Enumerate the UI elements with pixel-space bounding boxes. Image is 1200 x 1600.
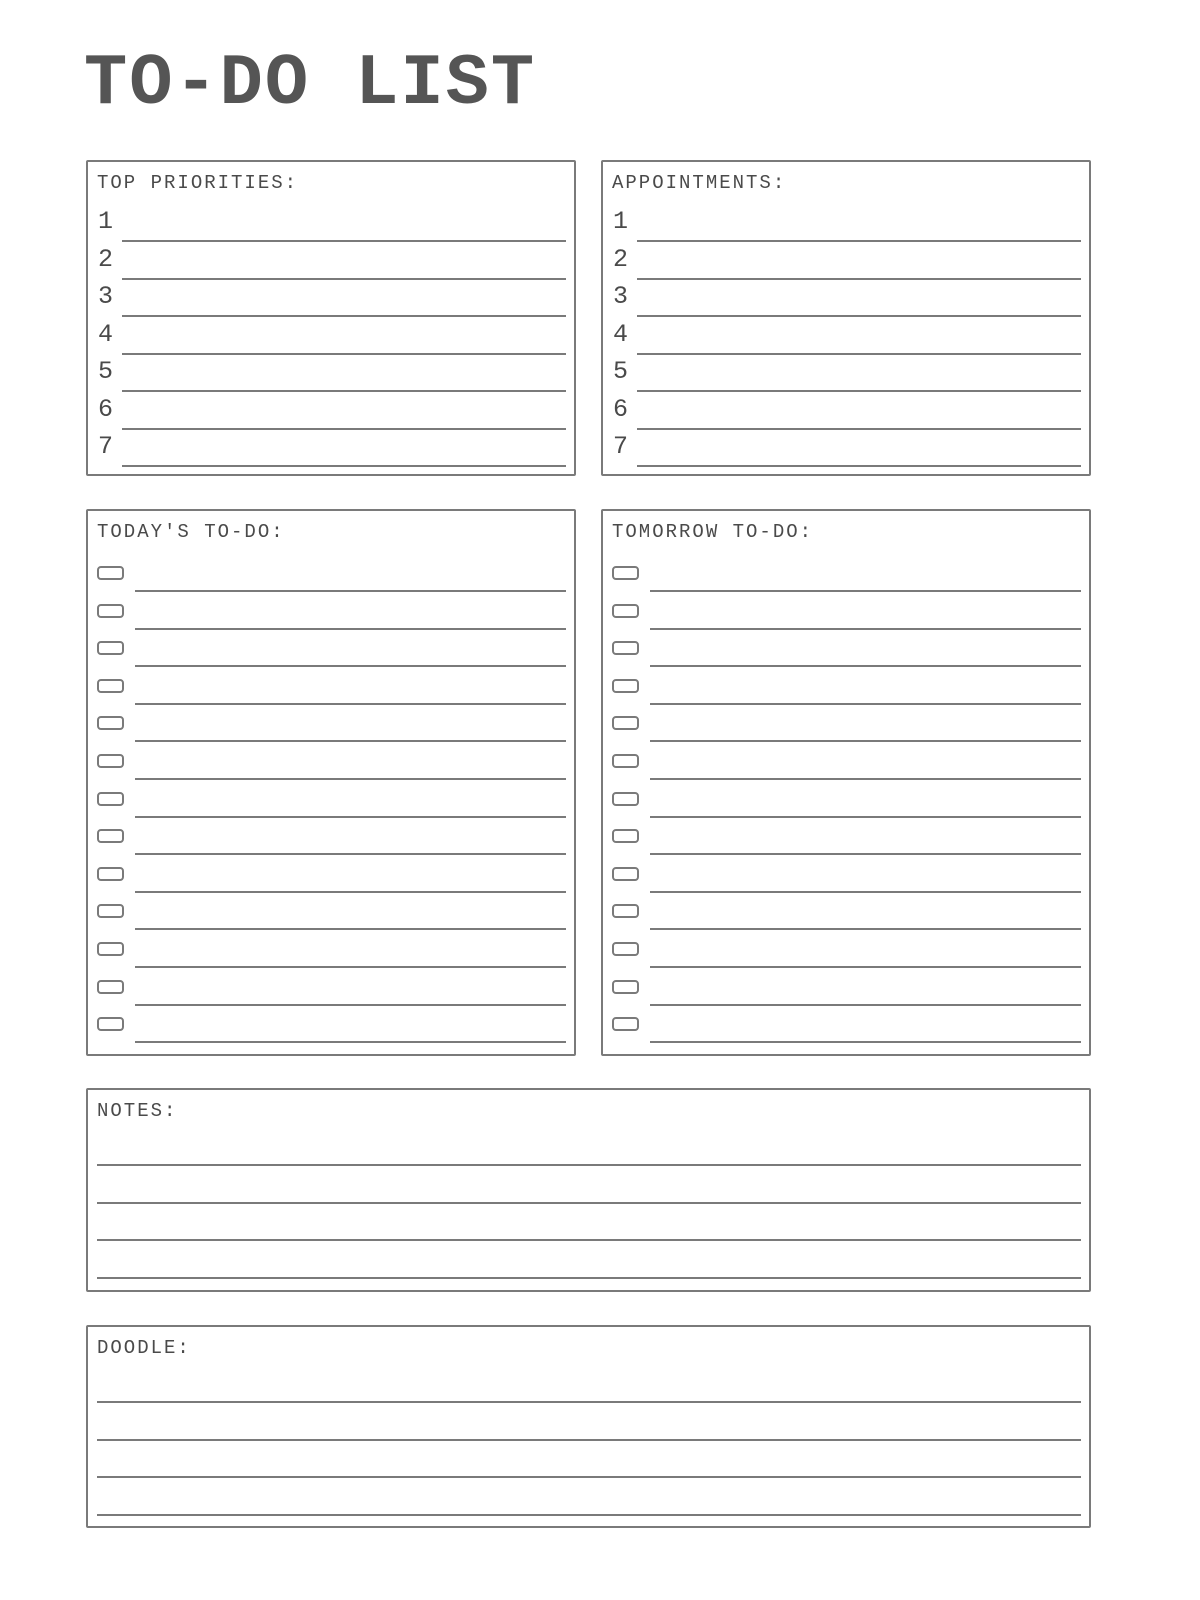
today-todo-write-line[interactable] <box>135 853 566 855</box>
todays-todo-box <box>86 509 576 1056</box>
tomorrow-todo-checkbox[interactable] <box>612 679 639 693</box>
appointments-label: APPOINTMENTS: <box>612 172 787 194</box>
tomorrow-todo-row <box>603 747 1089 785</box>
today-todo-checkbox[interactable] <box>97 566 124 580</box>
tomorrow-todo-write-line[interactable] <box>650 703 1081 705</box>
today-todo-write-line[interactable] <box>135 590 566 592</box>
tomorrow-todo-write-line[interactable] <box>650 1004 1081 1006</box>
appointment-row <box>603 245 1089 283</box>
appointment-number: 7 <box>613 432 629 461</box>
priority-write-line[interactable] <box>122 240 566 242</box>
tomorrow-todo-row <box>603 822 1089 860</box>
appointment-number: 6 <box>613 394 629 424</box>
tomorrow-todo-checkbox[interactable] <box>612 604 639 618</box>
today-todo-row <box>88 597 574 635</box>
tomorrow-todo-checkbox[interactable] <box>612 716 639 730</box>
today-todo-write-line[interactable] <box>135 891 566 893</box>
appointment-write-line[interactable] <box>637 465 1081 467</box>
today-todo-checkbox[interactable] <box>97 829 124 843</box>
doodle-write-line[interactable] <box>97 1514 1081 1516</box>
tomorrow-todo-write-line[interactable] <box>650 928 1081 930</box>
today-todo-row <box>88 973 574 1011</box>
appointment-write-line[interactable] <box>637 390 1081 392</box>
tomorrow-todo-row <box>603 559 1089 597</box>
notes-write-line[interactable] <box>97 1277 1081 1279</box>
today-todo-checkbox[interactable] <box>97 867 124 881</box>
priority-number: 1 <box>98 207 114 236</box>
today-todo-row <box>88 897 574 935</box>
today-todo-row <box>88 822 574 860</box>
tomorrow-todo-row <box>603 785 1089 823</box>
doodle-label: DOODLE: <box>97 1337 191 1359</box>
notes-write-line[interactable] <box>97 1239 1081 1241</box>
tomorrow-todo-checkbox[interactable] <box>612 792 639 806</box>
notes-label: NOTES: <box>97 1100 178 1122</box>
tomorrow-todo-write-line[interactable] <box>650 740 1081 742</box>
tomorrow-todo-write-line[interactable] <box>650 853 1081 855</box>
priority-number: 2 <box>98 244 114 274</box>
priority-row <box>88 357 574 395</box>
priority-row <box>88 245 574 283</box>
priority-write-line[interactable] <box>122 465 566 467</box>
today-todo-checkbox[interactable] <box>97 716 124 730</box>
tomorrow-todo-box <box>601 509 1091 1056</box>
today-todo-checkbox[interactable] <box>97 754 124 768</box>
notes-box <box>86 1088 1091 1292</box>
today-todo-row <box>88 1010 574 1048</box>
priority-write-line[interactable] <box>122 278 566 280</box>
todays-todo-label: TODAY'S TO-DO: <box>97 521 285 543</box>
today-todo-row <box>88 747 574 785</box>
today-todo-write-line[interactable] <box>135 1041 566 1043</box>
today-todo-row <box>88 559 574 597</box>
notes-write-line[interactable] <box>97 1164 1081 1166</box>
tomorrow-todo-checkbox[interactable] <box>612 942 639 956</box>
today-todo-checkbox[interactable] <box>97 1017 124 1031</box>
tomorrow-todo-write-line[interactable] <box>650 1041 1081 1043</box>
tomorrow-todo-write-line[interactable] <box>650 816 1081 818</box>
top-priorities-label: TOP PRIORITIES: <box>97 172 299 194</box>
today-todo-row <box>88 709 574 747</box>
appointment-write-line[interactable] <box>637 278 1081 280</box>
today-todo-write-line[interactable] <box>135 778 566 780</box>
today-todo-write-line[interactable] <box>135 740 566 742</box>
today-todo-row <box>88 634 574 672</box>
tomorrow-todo-checkbox[interactable] <box>612 904 639 918</box>
today-todo-write-line[interactable] <box>135 1004 566 1006</box>
today-todo-write-line[interactable] <box>135 628 566 630</box>
priority-write-line[interactable] <box>122 390 566 392</box>
tomorrow-todo-row <box>603 897 1089 935</box>
today-todo-row <box>88 935 574 973</box>
appointment-number: 3 <box>613 282 629 311</box>
appointment-number: 4 <box>613 319 629 349</box>
tomorrow-todo-write-line[interactable] <box>650 966 1081 968</box>
priority-number: 7 <box>98 432 114 461</box>
tomorrow-todo-checkbox[interactable] <box>612 754 639 768</box>
today-todo-checkbox[interactable] <box>97 904 124 918</box>
tomorrow-todo-row <box>603 1010 1089 1048</box>
appointment-row <box>603 207 1089 245</box>
tomorrow-todo-row <box>603 597 1089 635</box>
tomorrow-todo-row <box>603 672 1089 710</box>
priority-row <box>88 395 574 433</box>
priority-row <box>88 320 574 358</box>
today-todo-checkbox[interactable] <box>97 641 124 655</box>
today-todo-write-line[interactable] <box>135 928 566 930</box>
tomorrow-todo-checkbox[interactable] <box>612 980 639 994</box>
tomorrow-todo-write-line[interactable] <box>650 665 1081 667</box>
tomorrow-todo-write-line[interactable] <box>650 891 1081 893</box>
appointment-number: 2 <box>613 244 629 274</box>
tomorrow-todo-checkbox[interactable] <box>612 1017 639 1031</box>
appointment-write-line[interactable] <box>637 315 1081 317</box>
appointment-row <box>603 320 1089 358</box>
appointment-write-line[interactable] <box>637 240 1081 242</box>
tomorrow-todo-write-line[interactable] <box>650 628 1081 630</box>
doodle-write-line[interactable] <box>97 1439 1081 1441</box>
today-todo-checkbox[interactable] <box>97 792 124 806</box>
tomorrow-todo-row <box>603 709 1089 747</box>
priority-number: 5 <box>98 357 114 386</box>
tomorrow-todo-write-line[interactable] <box>650 590 1081 592</box>
tomorrow-todo-label: TOMORROW TO-DO: <box>612 521 814 543</box>
priority-row <box>88 432 574 470</box>
priority-row <box>88 207 574 245</box>
appointment-write-line[interactable] <box>637 353 1081 355</box>
tomorrow-todo-row <box>603 860 1089 898</box>
priority-write-line[interactable] <box>122 315 566 317</box>
appointments-box <box>601 160 1091 476</box>
tomorrow-todo-checkbox[interactable] <box>612 641 639 655</box>
priority-number: 3 <box>98 282 114 311</box>
tomorrow-todo-checkbox[interactable] <box>612 867 639 881</box>
appointment-row <box>603 282 1089 320</box>
doodle-write-line[interactable] <box>97 1401 1081 1403</box>
today-todo-row <box>88 860 574 898</box>
today-todo-write-line[interactable] <box>135 816 566 818</box>
today-todo-checkbox[interactable] <box>97 980 124 994</box>
top-priorities-box <box>86 160 576 476</box>
appointment-row <box>603 432 1089 470</box>
today-todo-row <box>88 785 574 823</box>
appointment-row <box>603 357 1089 395</box>
today-todo-write-line[interactable] <box>135 703 566 705</box>
appointment-number: 5 <box>613 357 629 386</box>
tomorrow-todo-write-line[interactable] <box>650 778 1081 780</box>
today-todo-checkbox[interactable] <box>97 942 124 956</box>
page-title: TO-DO LIST <box>84 43 537 125</box>
priority-row <box>88 282 574 320</box>
tomorrow-todo-checkbox[interactable] <box>612 829 639 843</box>
today-todo-write-line[interactable] <box>135 966 566 968</box>
today-todo-row <box>88 672 574 710</box>
tomorrow-todo-checkbox[interactable] <box>612 566 639 580</box>
tomorrow-todo-row <box>603 935 1089 973</box>
appointment-number: 1 <box>613 207 629 236</box>
today-todo-write-line[interactable] <box>135 665 566 667</box>
doodle-box <box>86 1325 1091 1528</box>
appointment-write-line[interactable] <box>637 428 1081 430</box>
today-todo-checkbox[interactable] <box>97 604 124 618</box>
tomorrow-todo-row <box>603 634 1089 672</box>
appointment-row <box>603 395 1089 433</box>
priority-write-line[interactable] <box>122 353 566 355</box>
priority-write-line[interactable] <box>122 428 566 430</box>
today-todo-checkbox[interactable] <box>97 679 124 693</box>
tomorrow-todo-row <box>603 973 1089 1011</box>
priority-number: 4 <box>98 319 114 349</box>
doodle-write-line[interactable] <box>97 1476 1081 1478</box>
notes-write-line[interactable] <box>97 1202 1081 1204</box>
priority-number: 6 <box>98 394 114 424</box>
